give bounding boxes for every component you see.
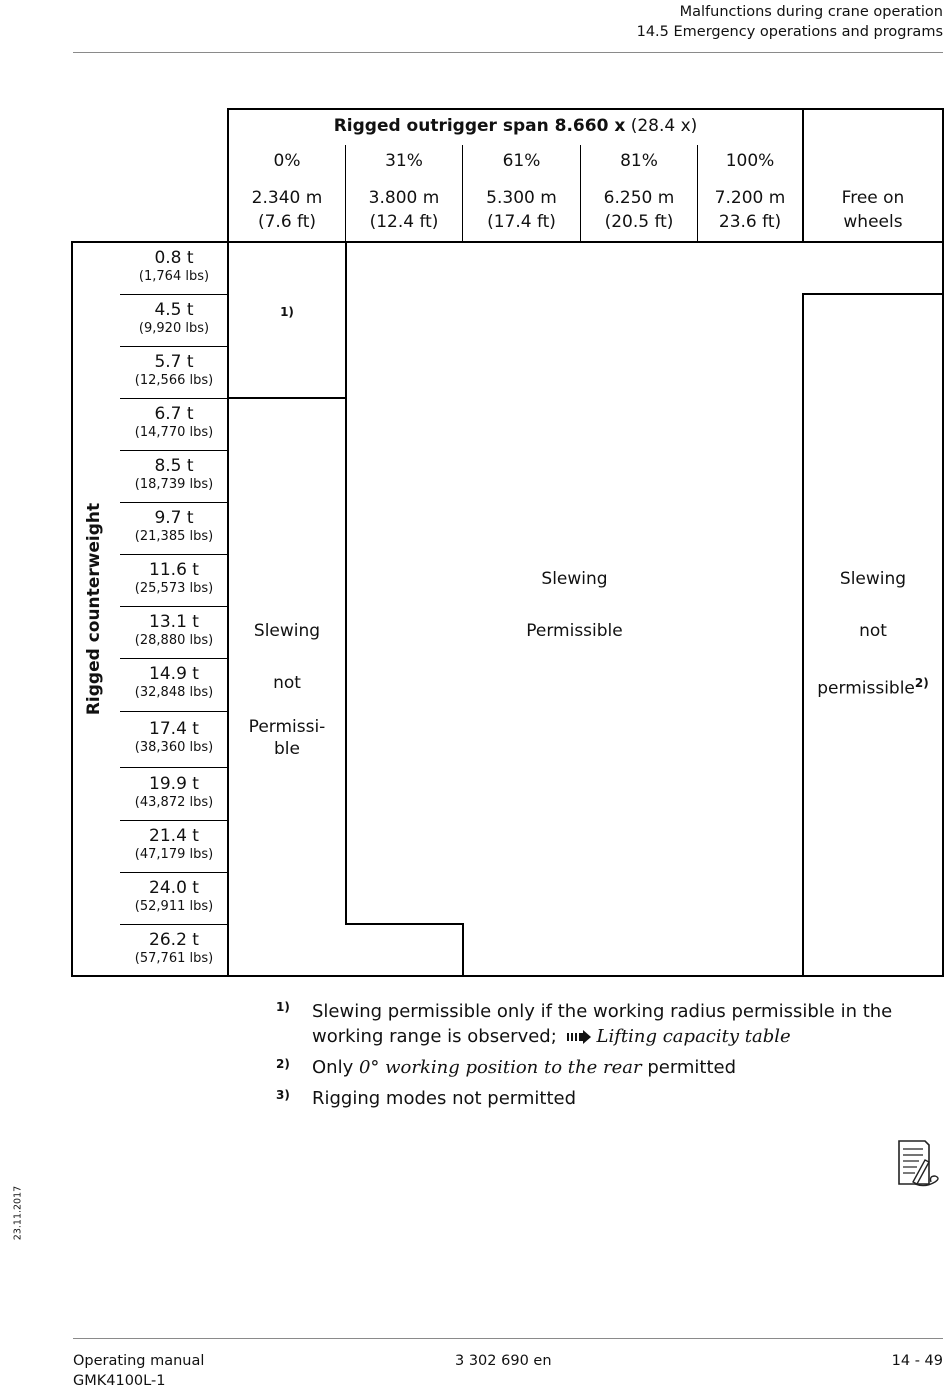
col-1-span: 3.800 m (12.4 ft) xyxy=(368,188,440,232)
counterweight-row: 5.7 t (12,566 lbs) xyxy=(134,352,214,388)
zone-not-permissible-text: Slewing not Permissi- ble xyxy=(248,621,326,759)
row-sep xyxy=(120,767,228,768)
table-top-border xyxy=(228,108,944,110)
zone-note-marker: 1) xyxy=(280,305,294,319)
counterweight-row: 13.1 t (28,880 lbs) xyxy=(134,612,214,648)
row-sep xyxy=(120,658,228,659)
header-subsection-title: 14.5 Emergency operations and programs xyxy=(636,24,943,40)
counterweight-row: 9.7 t (21,385 lbs) xyxy=(134,508,214,544)
col-wheels-header: Free on wheels xyxy=(841,188,905,232)
counterweight-row: 21.4 t (47,179 lbs) xyxy=(134,826,214,862)
notes-icon xyxy=(895,1138,943,1190)
zone-1-split xyxy=(228,397,346,399)
header-section-title: Malfunctions during crane operation xyxy=(679,4,943,20)
row-sep xyxy=(120,502,228,503)
row-axis-label: Rigged counterweight xyxy=(84,502,104,716)
counterweight-row: 0.8 t (1,764 lbs) xyxy=(138,248,210,284)
row-sep xyxy=(120,606,228,607)
col-0-percent: 0% xyxy=(273,151,301,171)
row-sep xyxy=(120,554,228,555)
counterweight-row: 8.5 t (18,739 lbs) xyxy=(134,456,214,492)
row-sep xyxy=(120,872,228,873)
counterweight-row: 17.4 t (38,360 lbs) xyxy=(134,719,214,755)
footnote-3-text: Rigging modes not permitted xyxy=(312,1088,576,1109)
side-date: 23.11.2017 xyxy=(12,1185,24,1241)
col-4-span: 7.200 m 23.6 ft) xyxy=(714,188,786,232)
counterweight-row: 4.5 t (9,920 lbs) xyxy=(138,300,210,336)
footer-page-number: 14 - 49 xyxy=(891,1353,943,1369)
label-column-border xyxy=(227,108,229,977)
row-sep xyxy=(120,398,228,399)
footer-manual-label: Operating manual GMK4100L-1 xyxy=(73,1353,205,1389)
zone-step-top xyxy=(345,923,463,925)
footnote-1-text: Slewing permissible only if the working radius permissible in the working range is observed; Lifting capacity table xyxy=(312,1001,893,1047)
row-sep xyxy=(120,711,228,712)
row-sep xyxy=(120,820,228,821)
row-sep xyxy=(120,346,228,347)
col-3-span: 6.250 m (20.5 ft) xyxy=(603,188,675,232)
arrow-reference-icon xyxy=(567,1030,595,1044)
table-left-border xyxy=(71,241,73,977)
wheels-zone-top xyxy=(802,293,944,295)
footnote-2-text: Only 0° working position to the rear permitted xyxy=(312,1057,737,1078)
table-right-border xyxy=(942,108,944,977)
zone-permissible-text: Slewing Permissible xyxy=(526,569,623,641)
footer-document-number: 3 302 690 en xyxy=(455,1353,552,1369)
col-1-percent: 31% xyxy=(385,151,423,171)
table-bottom-border xyxy=(71,975,944,977)
col-2-percent: 61% xyxy=(502,151,541,171)
counterweight-row: 26.2 t (57,761 lbs) xyxy=(134,930,214,966)
footnote-2-marker: 2) xyxy=(276,1057,290,1071)
counterweight-row: 19.9 t (43,872 lbs) xyxy=(134,774,214,810)
col-0-span: 2.340 m (7.6 ft) xyxy=(251,188,323,232)
header-bottom-border xyxy=(71,241,944,243)
counterweight-row: 6.7 t (14,770 lbs) xyxy=(134,404,214,440)
zone-step-side xyxy=(462,923,464,977)
col-3-percent: 81% xyxy=(620,151,658,171)
footnote-1-marker: 1) xyxy=(276,1000,290,1014)
lifting-capacity-link[interactable]: Lifting capacity table xyxy=(596,1026,791,1047)
outrigger-span-title: Rigged outrigger span 8.660 x (28.4 x) xyxy=(333,116,698,136)
footer-rule xyxy=(73,1338,943,1339)
row-sep xyxy=(120,924,228,925)
counterweight-row: 24.0 t (52,911 lbs) xyxy=(134,878,214,914)
row-sep xyxy=(120,294,228,295)
row-sep xyxy=(120,450,228,451)
counterweight-row: 14.9 t (32,848 lbs) xyxy=(134,664,214,700)
zone-wheels-text: Slewing not permissible$^{2)}$ xyxy=(817,569,929,699)
counterweight-row: 11.6 t (25,573 lbs) xyxy=(134,560,214,596)
col-4-percent: 100% xyxy=(725,151,775,171)
col-2-span: 5.300 m (17.4 ft) xyxy=(486,188,557,232)
footnote-3-marker: 3) xyxy=(276,1088,290,1102)
